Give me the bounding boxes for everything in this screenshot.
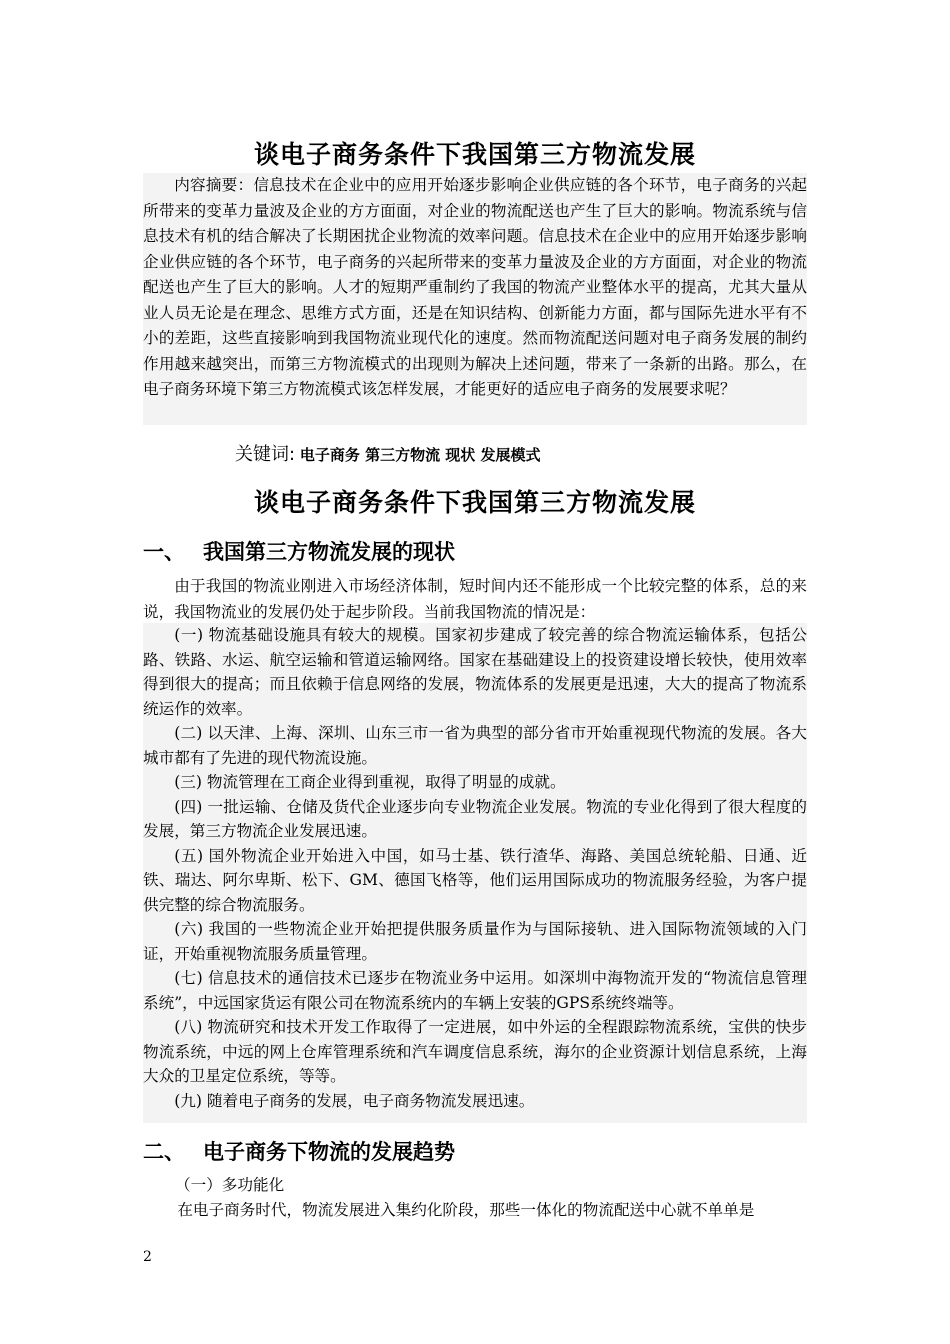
list-item: (七) 信息技术的通信技术已逐步在物流业务中运用。如深圳中海物流开发的“物流信息管理系统”，中远国家货运有限公司在物流系统内的车辆上安装的GPS系统终端等。	[143, 969, 807, 1012]
section-1-intro	[143, 574, 807, 625]
keywords-line	[235, 440, 541, 466]
section-2-text: 在电子商务时代，物流发展进入集约化阶段，那些一体化的物流配送中心就不单单是	[177, 1201, 755, 1219]
list-item: (二) 以天津、上海、深圳、山东三市一省为典型的部分省市开始重视现代物流的发展。各大城市都有了先进的现代物流设施。	[143, 724, 807, 767]
document-title: 谈电子商务条件下我国第三方物流发展	[253, 140, 696, 169]
abstract-text: 内容摘要：信息技术在企业中的应用开始逐步影响企业供应链的各个环节，电子商务的兴起所带来的变革力量波及企业的方方面面，对企业的物流配送也产生了巨大的影响。物流系统与信息技术有机的结合解决了长期困扰企业物流的效率问题。信息技术在企业中的应用开始逐步影响企业供应链的各个环节，电子商务的兴起所带来的变革力量波及企业的方方面面，对企业的物流配送也产生了巨大的影响。人才的短期严重制约了我国的物流产业整体水平的提高，尤其大量从业人员无论是在理念、思维方式方面，还是在知识结构、创新能力方面，都与国际先进水平有不小的差距，这些直接影响到我国物流业现代化的速度。然而物流配送问题对电子商务发展的制约作用越来越突出，而第三方物流模式的出现则为解决上述问题，带来了一条新的出路。那么，在电子商务环境下第三方物流模式该怎样发展，才能更好的适应电子商务的发展要求呢？	[143, 176, 807, 398]
list-item: (六) 我国的一些物流企业开始把提供服务质量作为与国际接轨、进入国际物流领域的入门证，开始重视物流服务质量管理。	[143, 920, 807, 963]
section-1-number: 一、	[143, 540, 185, 564]
section-1-title: 我国第三方物流发展的现状	[203, 540, 455, 564]
section-1-intro-text: 由于我国的物流业刚进入市场经济体制，短时间内还不能形成一个比较完整的体系，总的来说，我国物流业的发展仍处于起步阶段。当前我国物流的情况是：	[143, 577, 807, 621]
section-2-number: 二、	[143, 1140, 185, 1164]
list-item: (四) 一批运输、仓储及货代企业逐步向专业物流企业发展。物流的专业化得到了很大程度的发展，第三方物流企业发展迅速。	[143, 797, 807, 840]
list-item: (九) 随着电子商务的发展，电子商务物流发展迅速。	[174, 1091, 535, 1110]
section-2-heading	[143, 1136, 455, 1166]
section-1-items	[143, 623, 807, 1123]
document-title-repeat: 谈电子商务条件下我国第三方物流发展	[253, 488, 696, 517]
abstract-block	[143, 173, 807, 425]
list-item: (八) 物流研究和技术开发工作取得了一定进展，如中外运的全程跟踪物流系统，宝供的快步物流系统，中远的网上仓库管理系统和汽车调度信息系统，海尔的企业资源计划信息系统，上海大众的卫星定位系统，等等。	[143, 1018, 807, 1085]
list-item: (三) 物流管理在工商企业得到重视，取得了明显的成就。	[174, 773, 566, 791]
section-2-subheading: （一）多功能化	[175, 1176, 285, 1194]
section-2-title: 电子商务下物流的发展趋势	[203, 1140, 455, 1164]
list-item: (五) 国外物流企业开始进入中国，如马士基、铁行渣华、海路、美国总统轮船、日通、近铁、瑞达、阿尔卑斯、松下、GM、德国飞格等，他们运用国际成功的物流服务经验，为客户提供完整的综合物流服务。	[143, 846, 807, 914]
page-number: 2	[143, 1249, 152, 1265]
keywords-label: 关键词:	[235, 444, 296, 465]
section-2-paragraph	[143, 1198, 807, 1223]
section-1-heading	[143, 536, 455, 566]
list-item: (一) 物流基础设施具有较大的规模。国家初步建成了较完善的综合物流运输体系，包括公路、铁路、水运、航空运输和管道运输网络。国家在基础建设上的投资建设增长较快，使用效率得到很大的提高；而且依赖于信息网络的发展，物流体系的发展更是迅速，大大的提高了物流系统运作的效率。	[143, 626, 807, 718]
keywords-value: 电子商务 第三方物流 现状 发展模式	[299, 446, 541, 464]
